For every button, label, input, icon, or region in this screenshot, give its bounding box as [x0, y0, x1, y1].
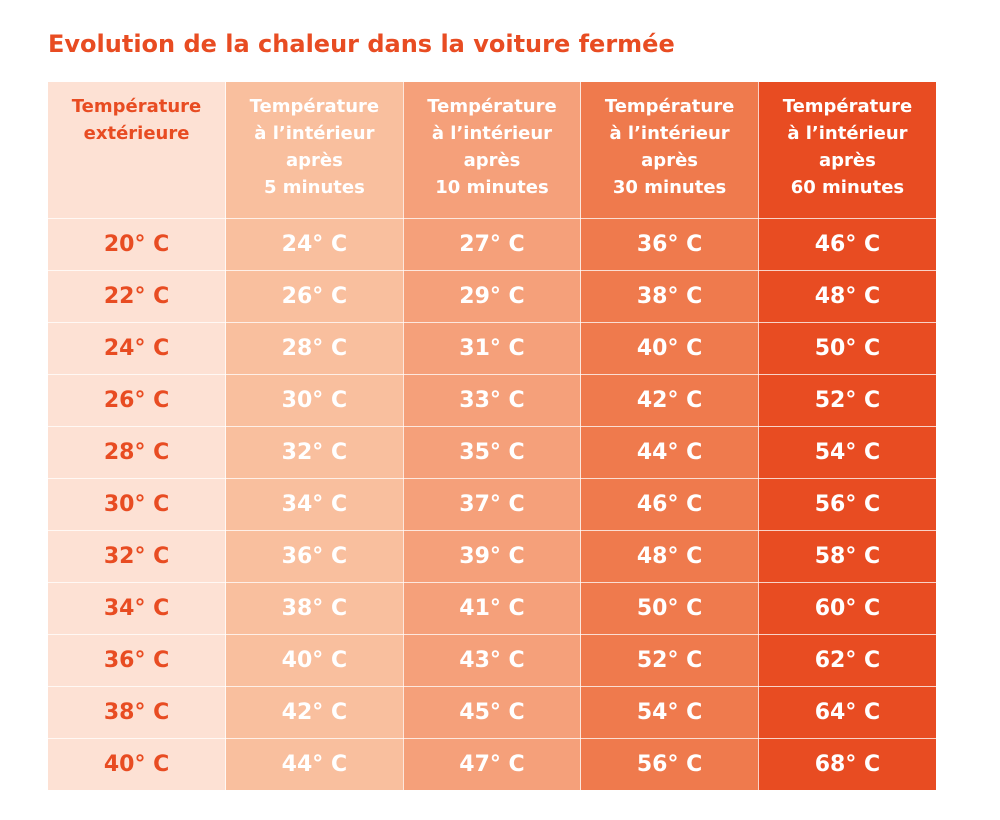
- table-row: [48, 583, 936, 635]
- inside-temperature-cell: 31° C: [403, 323, 581, 375]
- inside-temperature-cell: 43° C: [403, 635, 581, 687]
- outside-temperature-cell: 20° C: [48, 219, 226, 271]
- inside-temperature-cell: 36° C: [226, 531, 404, 583]
- column-header-0: [48, 82, 226, 219]
- inside-temperature-cell: 44° C: [226, 739, 404, 791]
- column-header-line: Température: [427, 96, 557, 117]
- inside-temperature-cell: 37° C: [403, 479, 581, 531]
- column-header-line: Température: [782, 96, 913, 117]
- inside-temperature-cell: 36° C: [581, 219, 759, 271]
- inside-temperature-cell: 35° C: [403, 427, 581, 479]
- table-row: [48, 479, 936, 531]
- column-header-line: Température: [249, 96, 380, 117]
- outside-temperature-cell: 32° C: [48, 531, 226, 583]
- column-header-line: à l’intérieur: [431, 123, 553, 144]
- inside-temperature-cell: 50° C: [581, 583, 759, 635]
- table-row: [48, 687, 936, 739]
- table-row: [48, 219, 936, 271]
- outside-temperature-cell: 30° C: [48, 479, 226, 531]
- inside-temperature-cell: 54° C: [758, 427, 936, 479]
- inside-temperature-cell: 46° C: [581, 479, 759, 531]
- inside-temperature-cell: 34° C: [226, 479, 404, 531]
- outside-temperature-cell: 22° C: [48, 271, 226, 323]
- inside-temperature-cell: 33° C: [403, 375, 581, 427]
- column-header-4: [758, 82, 936, 219]
- column-header-line: après: [819, 150, 876, 171]
- inside-temperature-cell: 28° C: [226, 323, 404, 375]
- page-title: Evolution de la chaleur dans la voiture fermée: [48, 30, 675, 58]
- column-header-line: à l’intérieur: [254, 123, 375, 144]
- column-header-3: [581, 82, 759, 219]
- inside-temperature-cell: 48° C: [758, 271, 936, 323]
- inside-temperature-cell: 41° C: [403, 583, 581, 635]
- table-row: [48, 375, 936, 427]
- inside-temperature-cell: 40° C: [226, 635, 404, 687]
- inside-temperature-cell: 50° C: [758, 323, 936, 375]
- inside-temperature-cell: 24° C: [226, 219, 404, 271]
- column-header-line: 30 minutes: [612, 177, 727, 198]
- inside-temperature-cell: 62° C: [758, 635, 936, 687]
- table-row: [48, 427, 936, 479]
- inside-temperature-cell: 58° C: [758, 531, 936, 583]
- column-header-line: après: [463, 150, 521, 171]
- inside-temperature-cell: 46° C: [758, 219, 936, 271]
- column-header-line: extérieure: [83, 123, 190, 144]
- inside-temperature-cell: 54° C: [581, 687, 759, 739]
- inside-temperature-cell: 68° C: [758, 739, 936, 791]
- outside-temperature-cell: 24° C: [48, 323, 226, 375]
- table-row: [48, 739, 936, 791]
- inside-temperature-cell: 27° C: [403, 219, 581, 271]
- inside-temperature-cell: 56° C: [758, 479, 936, 531]
- table-row: [48, 323, 936, 375]
- inside-temperature-cell: 52° C: [581, 635, 759, 687]
- inside-temperature-cell: 40° C: [581, 323, 759, 375]
- inside-temperature-cell: 42° C: [581, 375, 759, 427]
- outside-temperature-cell: 26° C: [48, 375, 226, 427]
- column-header-line: Température: [604, 96, 735, 117]
- table-row: [48, 635, 936, 687]
- inside-temperature-cell: 42° C: [226, 687, 404, 739]
- inside-temperature-cell: 48° C: [581, 531, 759, 583]
- column-header-2: [403, 82, 581, 219]
- outside-temperature-cell: 40° C: [48, 739, 226, 791]
- outside-temperature-cell: 28° C: [48, 427, 226, 479]
- table-header-row: [48, 82, 936, 219]
- inside-temperature-cell: 56° C: [581, 739, 759, 791]
- column-header-line: à l’intérieur: [787, 123, 908, 144]
- outside-temperature-cell: 34° C: [48, 583, 226, 635]
- table-body: [48, 219, 936, 791]
- inside-temperature-cell: 38° C: [226, 583, 404, 635]
- column-header-line: à l’intérieur: [609, 123, 730, 144]
- column-header-1: [226, 82, 404, 219]
- inside-temperature-cell: 29° C: [403, 271, 581, 323]
- column-header-line: 60 minutes: [790, 177, 905, 198]
- temperature-table: [48, 82, 936, 790]
- table-row: [48, 271, 936, 323]
- outside-temperature-cell: 38° C: [48, 687, 226, 739]
- inside-temperature-cell: 47° C: [403, 739, 581, 791]
- inside-temperature-cell: 38° C: [581, 271, 759, 323]
- inside-temperature-cell: 26° C: [226, 271, 404, 323]
- inside-temperature-cell: 32° C: [226, 427, 404, 479]
- inside-temperature-cell: 45° C: [403, 687, 581, 739]
- table-row: [48, 531, 936, 583]
- column-header-line: 10 minutes: [435, 177, 549, 198]
- column-header-line: Température: [71, 96, 202, 117]
- inside-temperature-cell: 30° C: [226, 375, 404, 427]
- inside-temperature-cell: 60° C: [758, 583, 936, 635]
- inside-temperature-cell: 44° C: [581, 427, 759, 479]
- inside-temperature-cell: 39° C: [403, 531, 581, 583]
- column-header-line: après: [641, 150, 698, 171]
- inside-temperature-cell: 64° C: [758, 687, 936, 739]
- column-header-line: après: [285, 150, 343, 171]
- column-header-line: 5 minutes: [263, 177, 365, 198]
- outside-temperature-cell: 36° C: [48, 635, 226, 687]
- inside-temperature-cell: 52° C: [758, 375, 936, 427]
